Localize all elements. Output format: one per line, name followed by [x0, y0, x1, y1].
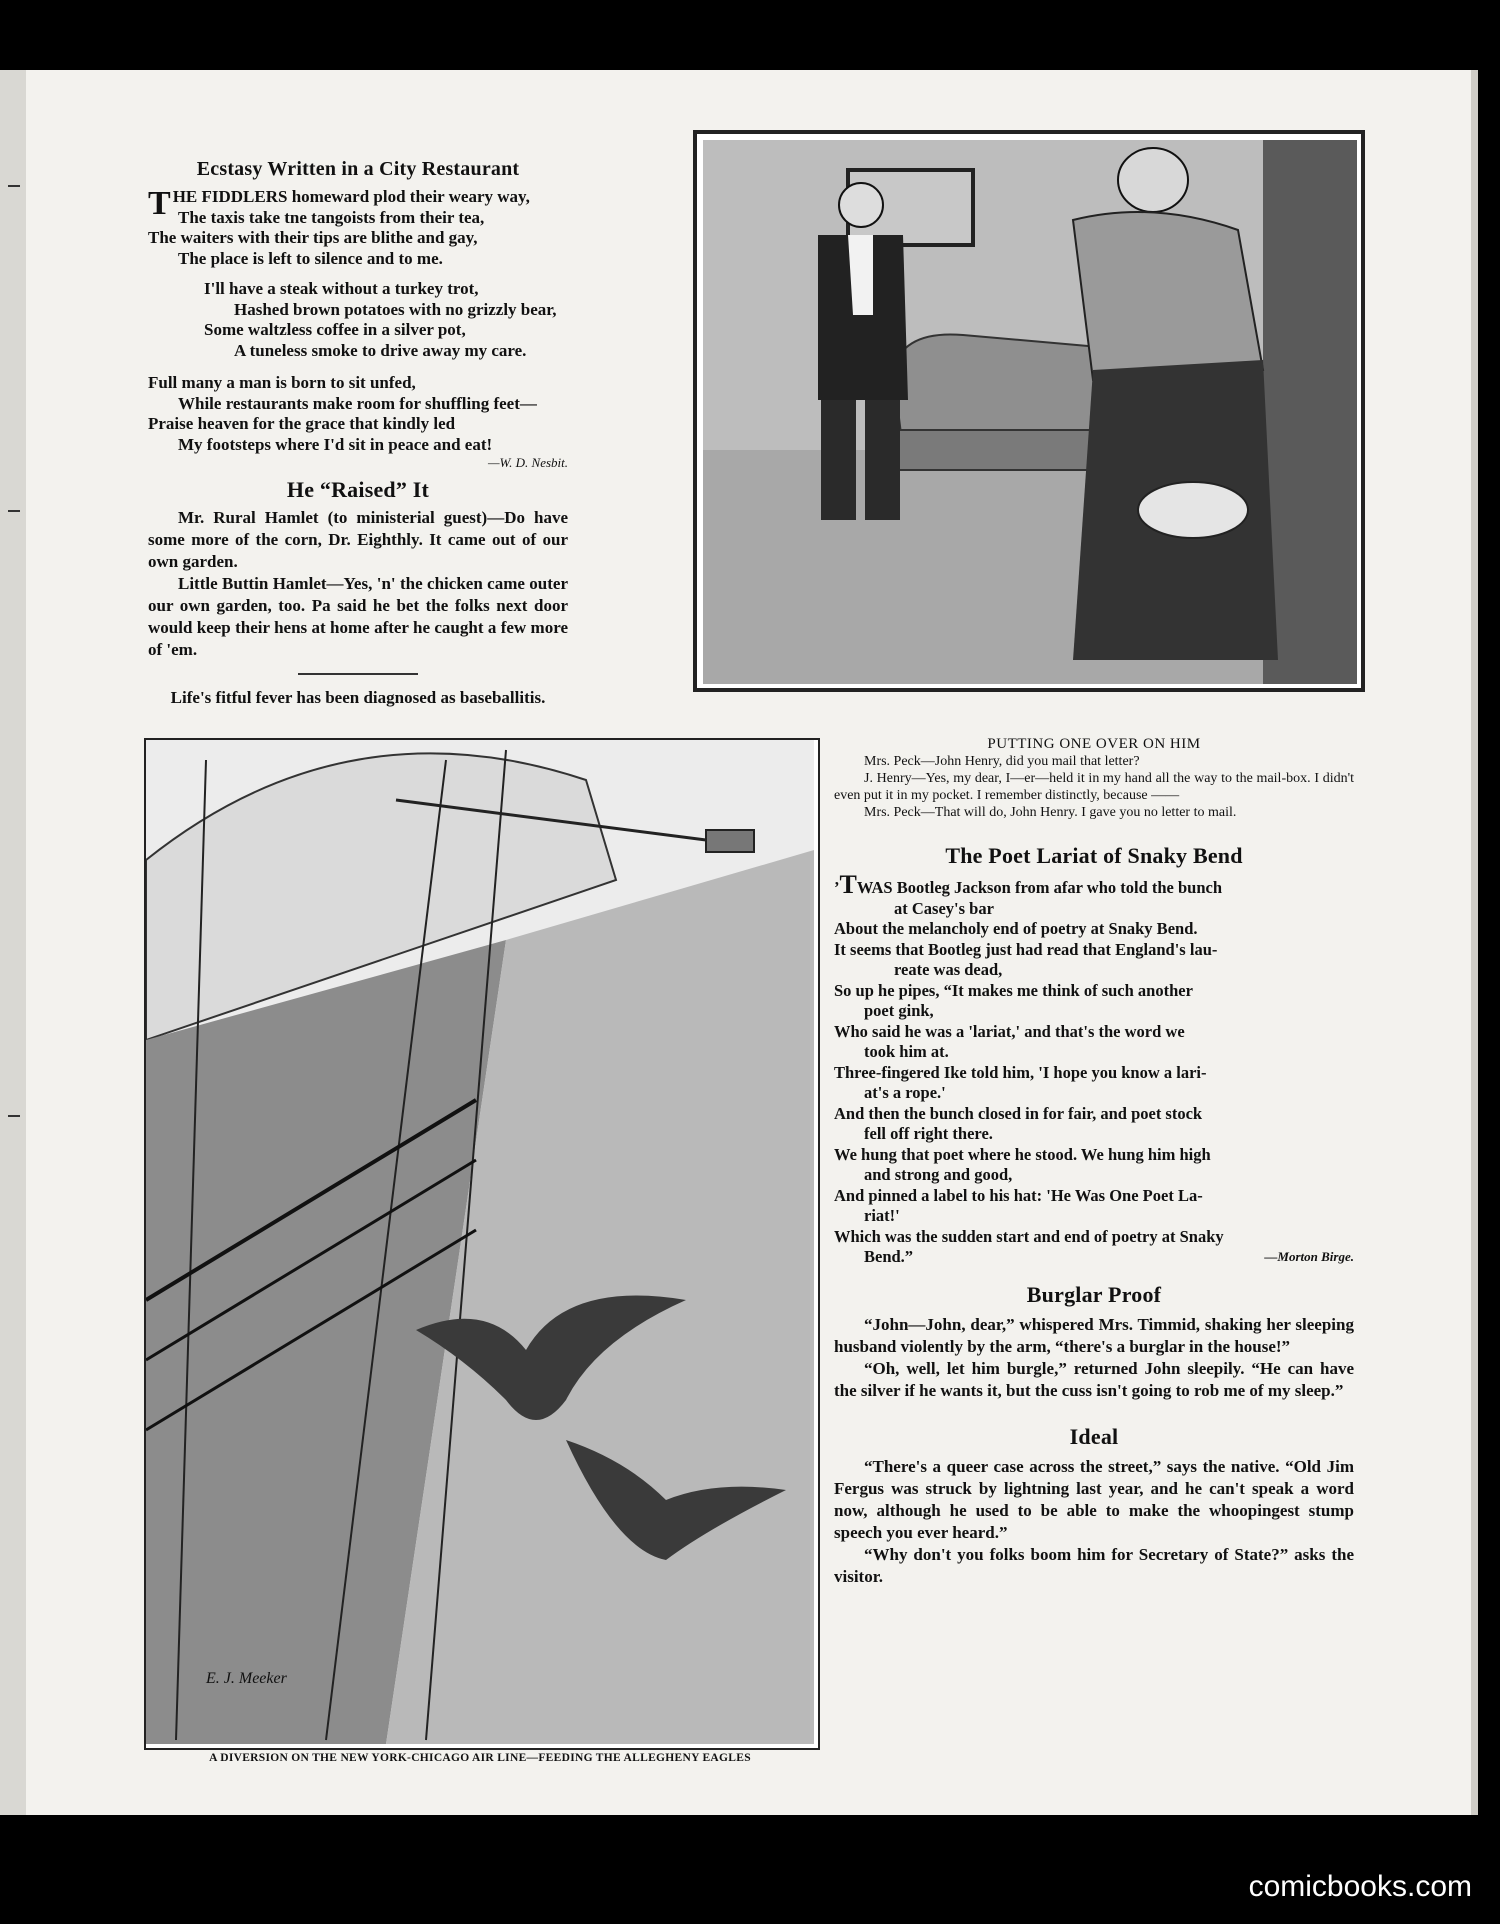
putting-p2: J. Henry—Yes, my dear, I—er—held it in my hand all the way to the mail-box. I didn't even put it in my pocket. I remember distinctly, because —— [834, 771, 1354, 803]
fever-line: Life's fitful fever has been diagnosed as baseballitis. [170, 688, 546, 707]
putting-title: PUTTING ONE OVER ON HIM [987, 736, 1201, 752]
ideal-p1: “There's a queer case across the street,” says the native. “Old Jim Fergus was struck by lightning last year, and he can't speak a word now, although he used to be able to make the whoopingest stump speech you ever heard.” [834, 1456, 1354, 1542]
right-column [834, 736, 1354, 1588]
airship-drawing [146, 740, 814, 1744]
illustration-couple [693, 130, 1365, 692]
ecstasy-stanza-1: T HE FIDDLERS homeward plod their weary way, The taxis take tne tangoists from their tea, The waiters with their tips are blithe and gay, The place is left to silence and to me. [148, 185, 530, 268]
dropcap: T [148, 185, 171, 222]
watermark: comicbooks.com [1248, 1870, 1472, 1903]
ecstasy-stanza-2: I'll have a steak without a turkey trot, Hashed brown potatoes with no grizzly bear, Some waltzless coffee in a silver pot, A tuneless smoke to drive away my care. [204, 279, 557, 360]
raised-p2: Little Buttin Hamlet—Yes, 'n' the chicken came outer our own garden, too. Pa said he bet the folks next door would keep their hens at home after he caught a few more of 'em. [148, 574, 568, 659]
burglar-p1: “John—John, dear,” whispered Mrs. Timmid, shaking her sleeping husband violently by the arm, “there's a burglar in the house!” [834, 1314, 1354, 1356]
ideal-title: Ideal [1069, 1423, 1119, 1449]
magazine-page [26, 70, 1471, 1815]
airship-caption: A DIVERSION ON THE NEW YORK-CHICAGO AIR LINE—FEEDING THE ALLEGHENY EAGLES [209, 1752, 751, 1764]
raised-title: He “Raised” It [286, 477, 430, 502]
poet-author: —Morton Birge. [1264, 1249, 1354, 1264]
page-edge [1470, 70, 1478, 1815]
ecstasy-poem [148, 158, 568, 709]
ideal-p2: “Why don't you folks boom him for Secretary of State?” asks the visitor. [834, 1544, 1354, 1586]
ecstasy-stanza-3: Full many a man is born to sit unfed, While restaurants make room for shuffling feet— Praise heaven for the grace that kindly led My footsteps where I'd sit in peace and eat! [148, 373, 537, 454]
ecstasy-author: —W. D. Nesbit. [487, 455, 568, 470]
poet-line-1: ’TWAS Bootleg Jackson from afar who told the bunch [834, 870, 1223, 899]
couple-drawing [703, 140, 1357, 684]
burglar-title: Burglar Proof [1026, 1281, 1162, 1307]
artist-signature: E. J. Meeker [206, 1670, 287, 1687]
poet-title: The Poet Lariat of Snaky Bend [945, 843, 1243, 868]
raised-p1: Mr. Rural Hamlet (to ministerial guest)—Do have some more of the corn, Dr. Eighthly. It came out of our own garden. [148, 508, 568, 571]
ecstasy-title: Ecstasy Written in a City Restaurant [196, 158, 520, 180]
divider [298, 673, 418, 675]
putting-p1: Mrs. Peck—John Henry, did you mail that letter? [864, 754, 1140, 769]
page-gutter [0, 70, 28, 1815]
illustration-airship [144, 738, 820, 1750]
poet-poem: ’TWAS Bootleg Jackson from afar who told the bunch at Casey's bar About the melancholy end of poetry at Snaky Bend. It seems that Bootleg just had read that England's lau- reate was dead, So up he pipes, “It makes me think of such another poet gink, Who said he was a 'lariat,' and that's the word we took him at. Three-fingered Ike told him, 'I hope you know a lari- at's a rope.' And then the bunch closed in for fair, and poet stock fell off right there. We hung that poet where he stood. We hung him high and strong and good, And pinned a label to his hat: 'He Was One Poet La- riat!' Which was the sudden start and end of poetry at Snaky Bend.” —Morton Birge. [834, 870, 1354, 1266]
putting-p3: Mrs. Peck—That will do, John Henry. I gave you no letter to mail. [864, 805, 1237, 820]
burglar-p2: “Oh, well, let him burgle,” returned John sleepily. “He can have the silver if he wants it, but the cuss isn't going to rob me of my sleep.” [834, 1358, 1354, 1400]
